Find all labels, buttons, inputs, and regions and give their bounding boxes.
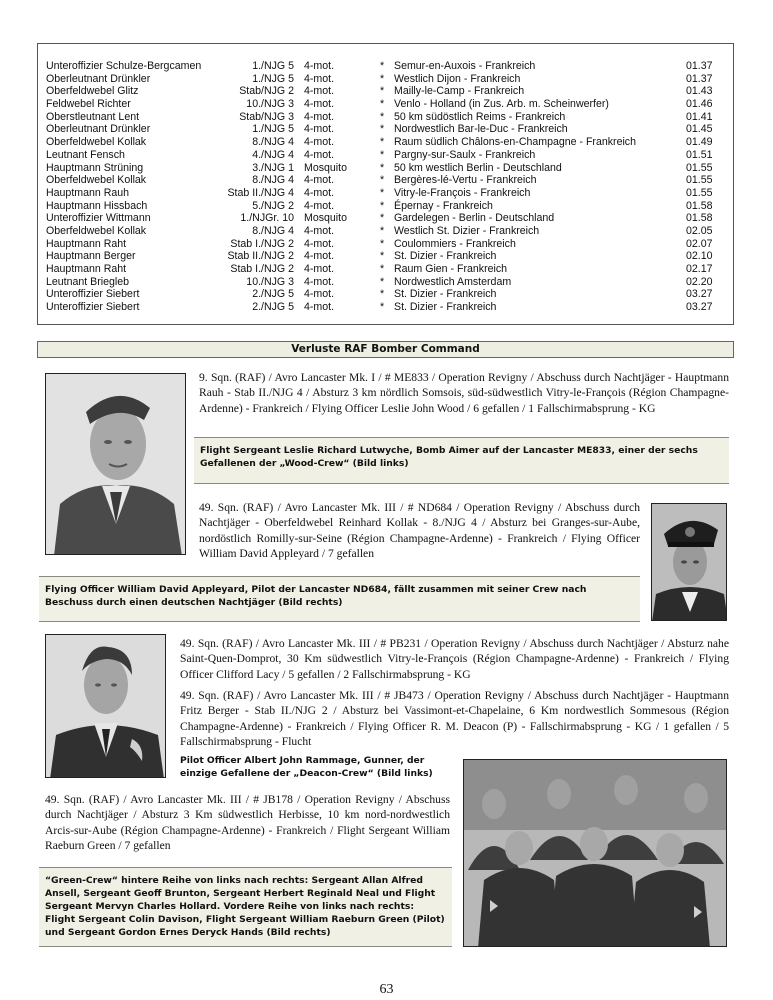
claim-location: Westlich St. Dizier - Frankreich (394, 224, 540, 237)
claims-list (46, 60, 726, 314)
claim-marker: * (380, 72, 385, 85)
claim-location: Nordwestlich Amsterdam (394, 275, 512, 288)
claims-table (37, 43, 734, 325)
claim-location: Nordwestlich Bar-le-Duc - Frankreich (394, 123, 568, 136)
claim-name: Oberfeldwebel Glitz (46, 85, 139, 98)
claim-time: 02.07 (686, 237, 713, 250)
claim-unit: 8./NJG 4 (252, 136, 294, 149)
claim-aircraft-type: 4-mot. (304, 72, 335, 85)
claim-time: 01.58 (686, 212, 713, 225)
claim-aircraft-type: 4-mot. (304, 275, 335, 288)
claim-unit: 2./NJG 5 (252, 288, 294, 301)
claim-name: Hauptmann Hissbach (46, 199, 148, 212)
portrait-photo-appleyard (651, 503, 727, 621)
claim-row (46, 60, 726, 73)
claim-time: 01.37 (686, 60, 713, 72)
claim-unit: Stab/NJG 2 (239, 85, 294, 98)
claim-location: 50 km südöstlich Reims - Frankreich (394, 110, 566, 123)
claim-marker: * (380, 224, 385, 237)
claim-unit: Stab/NJG 3 (239, 110, 294, 123)
claim-unit: 1./NJG 5 (252, 123, 294, 136)
claim-name: Oberfeldwebel Kollak (46, 174, 147, 187)
claim-location: Raum südlich Châlons-en-Champagne - Frankreich (394, 136, 637, 149)
claim-marker: * (380, 199, 385, 212)
claim-marker: * (380, 237, 385, 250)
claim-time: 01.58 (686, 199, 713, 212)
claim-row (46, 85, 726, 98)
claim-unit: 1./NJG 5 (252, 72, 294, 85)
claim-unit: 8./NJG 4 (252, 174, 294, 187)
claim-aircraft-type: 4-mot. (304, 186, 335, 199)
entry-pb231: 49. Sqn. (RAF) / Avro Lancaster Mk. III / # PB231 / Operation Revigny / Abschuss durch Nachtjäger / Absturz nahe Saint-Quen-Domprot, 30 Km südwestlich Vitry-le-François (Région Champagne-Ardenne) - Frankreich / Flying Officer Clifford Lacy / 5 gefallen / 2 Fallschirmabsprung - KG (180, 637, 729, 681)
claim-aircraft-type: 4-mot. (304, 263, 335, 275)
claim-aircraft-type: 4-mot. (304, 148, 335, 161)
claim-row (46, 73, 726, 86)
claim-aircraft-type: Mosquito (304, 212, 347, 225)
claim-location: Venlo - Holland (in Zus. Arb. m. Scheinwerfer) (394, 98, 609, 111)
claim-marker: * (380, 288, 385, 301)
claim-location: Semur-en-Auxois - Frankreich (394, 60, 536, 72)
claim-location: St. Dizier - Frankreich (394, 288, 497, 301)
claim-unit: 4./NJG 4 (252, 148, 294, 161)
claim-unit: Stab I./NJG 2 (230, 237, 294, 250)
claim-row (46, 276, 726, 289)
claim-marker: * (380, 275, 385, 288)
claim-marker: * (380, 250, 385, 263)
claim-marker: * (380, 148, 385, 161)
page-number: 63 (379, 982, 394, 997)
claim-location: St. Dizier - Frankreich (394, 301, 497, 314)
claim-aircraft-type: Mosquito (304, 161, 347, 174)
claim-row (46, 149, 726, 162)
claim-time: 01.51 (686, 148, 713, 161)
claim-name: Oberfeldwebel Kollak (46, 224, 147, 237)
claim-row (46, 212, 726, 225)
claim-aircraft-type: 4-mot. (304, 123, 335, 136)
claim-row (46, 238, 726, 251)
claim-row (46, 200, 726, 213)
claim-marker: * (380, 60, 385, 72)
claim-row (46, 174, 726, 187)
claim-time: 01.37 (686, 72, 713, 85)
claim-row (46, 123, 726, 136)
claim-unit: 8./NJG 4 (252, 224, 294, 237)
claim-name: Hauptmann Strüning (46, 161, 144, 174)
claim-time: 01.55 (686, 161, 713, 174)
claim-aircraft-type: 4-mot. (304, 136, 335, 149)
claim-name: Hauptmann Raht (46, 263, 127, 275)
entry-jb178: 49. Sqn. (RAF) / Avro Lancaster Mk. III / # JB178 / Operation Revigny / Abschuss durch Nachtjäger / Absturz 3 Km südwestlich Herbisse, 10 km nord-nordwestlich Arcis-sur-Aube (Région Champagne-Ardenne) - Frankreich / Flight Sergeant William Raeburn Green / 7 gefallen (45, 793, 450, 852)
claim-time: 01.41 (686, 110, 713, 123)
section-title: Verluste RAF Bomber Command (37, 341, 734, 358)
claim-aircraft-type: 4-mot. (304, 85, 335, 98)
claim-location: Mailly-le-Camp - Frankreich (394, 85, 525, 98)
group-photo-green-crew (463, 759, 727, 947)
claim-name: Hauptmann Rauh (46, 186, 130, 199)
claim-unit: 10./NJG 3 (246, 98, 294, 111)
claim-time: 02.10 (686, 250, 713, 263)
claim-unit: 2./NJG 5 (252, 301, 294, 314)
claim-name: Unteroffizier Siebert (46, 301, 140, 314)
claim-name: Oberleutnant Drünkler (46, 123, 151, 136)
claim-marker: * (380, 186, 385, 199)
claim-aircraft-type: 4-mot. (304, 288, 335, 301)
caption-appleyard: Flying Officer William David Appleyard, Pilot der Lancaster ND684, fällt zusammen mit seiner Crew nach Beschuss durch einen deutschen Nachtjäger (Bild rechts) (39, 576, 640, 622)
claim-unit: 3./NJG 1 (252, 161, 294, 174)
caption-lutwyche: Flight Sergeant Leslie Richard Lutwyche, Bomb Aimer auf der Lancaster ME833, einer der sechs Gefallenen der „Wood-Crew“ (Bild links) (194, 437, 729, 484)
claim-aircraft-type: 4-mot. (304, 301, 335, 314)
claim-row (46, 162, 726, 175)
claim-marker: * (380, 174, 385, 187)
claim-name: Unteroffizier Siebert (46, 288, 140, 301)
claim-time: 01.45 (686, 123, 713, 136)
claim-row (46, 111, 726, 124)
claim-location: Vitry-le-François - Frankreich (394, 186, 531, 199)
claim-time: 01.55 (686, 186, 713, 199)
portrait-photo-rammage (45, 634, 166, 778)
claim-time: 01.55 (686, 174, 713, 187)
claim-time: 02.20 (686, 275, 713, 288)
claim-marker: * (380, 123, 385, 136)
claim-unit: 1./NJGr. 10 (240, 212, 294, 225)
claim-name: Leutnant Briegleb (46, 275, 130, 288)
entry-jb473: 49. Sqn. (RAF) / Avro Lancaster Mk. III / # JB473 / Operation Revigny / Abschuss durch Nachtjäger - Hauptmann Fritz Berger - Stab II./NJG 2 / Absturz bei Vassimont-et-Chapelaine, 6 Km nordwestlich Sommesous (Région Champagne-Ardenne) - Frankreich / Flying Officer R. M. Deacon (P) - Fallschirmabsprung - KG / 1 gefallen / 5 Fallschirmabsprung - Flucht (180, 689, 729, 748)
claim-marker: * (380, 263, 385, 275)
claim-aircraft-type: 4-mot. (304, 237, 335, 250)
claim-name: Oberleutnant Drünkler (46, 72, 151, 85)
claim-name: Hauptmann Raht (46, 237, 127, 250)
claim-marker: * (380, 301, 385, 314)
claim-marker: * (380, 110, 385, 123)
claim-marker: * (380, 136, 385, 149)
claim-name: Feldwebel Richter (46, 98, 131, 111)
claim-marker: * (380, 85, 385, 98)
claim-name: Oberstleutnant Lent (46, 110, 140, 123)
claim-unit: 10./NJG 3 (246, 275, 294, 288)
claim-row (46, 98, 726, 111)
claim-aircraft-type: 4-mot. (304, 98, 335, 111)
claim-unit: 5./NJG 2 (252, 199, 294, 212)
claim-time: 01.49 (686, 136, 713, 149)
claim-location: St. Dizier - Frankreich (394, 250, 497, 263)
portrait-photo-lutwyche (45, 373, 186, 555)
caption-green-crew: “Green-Crew“ hintere Reihe von links nach rechts: Sergeant Allan Alfred Ansell, Sergeant Geoff Brunton, Sergeant Herbert Reginald Neal und Flight Sergeant Mervyn Charles Hollard. Vordere Reihe von links nach rechts: Flight Sergeant Colin Davison, Flight Sergeant William Raeburn Green (Pilot) und Sergeant Gordon Ernes Deryck Hands (Bild rechts) (39, 867, 452, 947)
claim-aircraft-type: 4-mot. (304, 60, 335, 72)
claim-row (46, 263, 726, 276)
claim-location: Coulommiers - Frankreich (394, 237, 516, 250)
claim-time: 01.43 (686, 85, 713, 98)
claim-marker: * (380, 212, 385, 225)
claim-aircraft-type: 4-mot. (304, 250, 335, 263)
claim-name: Leutnant Fensch (46, 148, 125, 161)
claim-aircraft-type: 4-mot. (304, 174, 335, 187)
claim-location: Épernay - Frankreich (394, 199, 493, 212)
claim-row (46, 288, 726, 301)
entry-nd684: 49. Sqn. (RAF) / Avro Lancaster Mk. III / # ND684 / Operation Revigny / Abschuss durch Nachtjäger - Oberfeldwebel Reinhard Kollak - 8./NJG 4 / Absturz bei Granges-sur-Aube, nordöstlich Romilly-sur-Seine (Région Champagne-Ardenne) - Frankreich / Flying Officer William David Appleyard / 7 gefallen (199, 501, 640, 560)
claim-time: 03.27 (686, 301, 713, 314)
claim-time: 01.46 (686, 98, 713, 111)
claim-aircraft-type: 4-mot. (304, 199, 335, 212)
claim-location: Pargny-sur-Saulx - Frankreich (394, 148, 536, 161)
claim-row (46, 136, 726, 149)
claim-marker: * (380, 161, 385, 174)
claim-time: 02.17 (686, 263, 713, 275)
caption-rammage: Pilot Officer Albert John Rammage, Gunner, der einzige Gefallene der „Deacon-Crew“ (Bild links) (180, 755, 433, 779)
claim-location: Bergères-lé-Vertu - Frankreich (394, 174, 537, 187)
claim-name: Hauptmann Berger (46, 250, 136, 263)
claim-aircraft-type: 4-mot. (304, 224, 335, 237)
claim-unit: 1./NJG 5 (252, 60, 294, 72)
claim-name: Unteroffizier Wittmann (46, 212, 151, 225)
claim-name: Oberfeldwebel Kollak (46, 136, 147, 149)
claim-row (46, 225, 726, 238)
claim-aircraft-type: 4-mot. (304, 110, 335, 123)
claim-unit: Stab I./NJG 2 (230, 263, 294, 275)
claim-unit: Stab II./NJG 2 (227, 250, 294, 263)
claim-row (46, 250, 726, 263)
claim-time: 03.27 (686, 288, 713, 301)
entry-me833: 9. Sqn. (RAF) / Avro Lancaster Mk. I / # ME833 / Operation Revigny / Abschuss durch Nachtjäger - Hauptmann Rauh - Stab II./NJG 4 / Absturz 3 km nördlich Somsois, süd-südwestlich Vitry-le-François (Région Champagne-Ardenne) - Frankreich / Flying Officer Leslie John Wood / 6 gefallen / 1 Fallschirmabsprung - KG (199, 371, 729, 415)
claim-location: Westlich Dijon - Frankreich (394, 72, 521, 85)
claim-location: Raum Gien - Frankreich (394, 263, 508, 275)
claim-row (46, 187, 726, 200)
claim-time: 02.05 (686, 224, 713, 237)
claim-unit: Stab II./NJG 4 (227, 186, 294, 199)
claim-name: Unteroffizier Schulze-Bergcamen (46, 60, 202, 72)
claim-marker: * (380, 98, 385, 111)
claim-row (46, 301, 726, 314)
claim-location: 50 km westlich Berlin - Deutschland (394, 161, 562, 174)
claim-location: Gardelegen - Berlin - Deutschland (394, 212, 555, 225)
